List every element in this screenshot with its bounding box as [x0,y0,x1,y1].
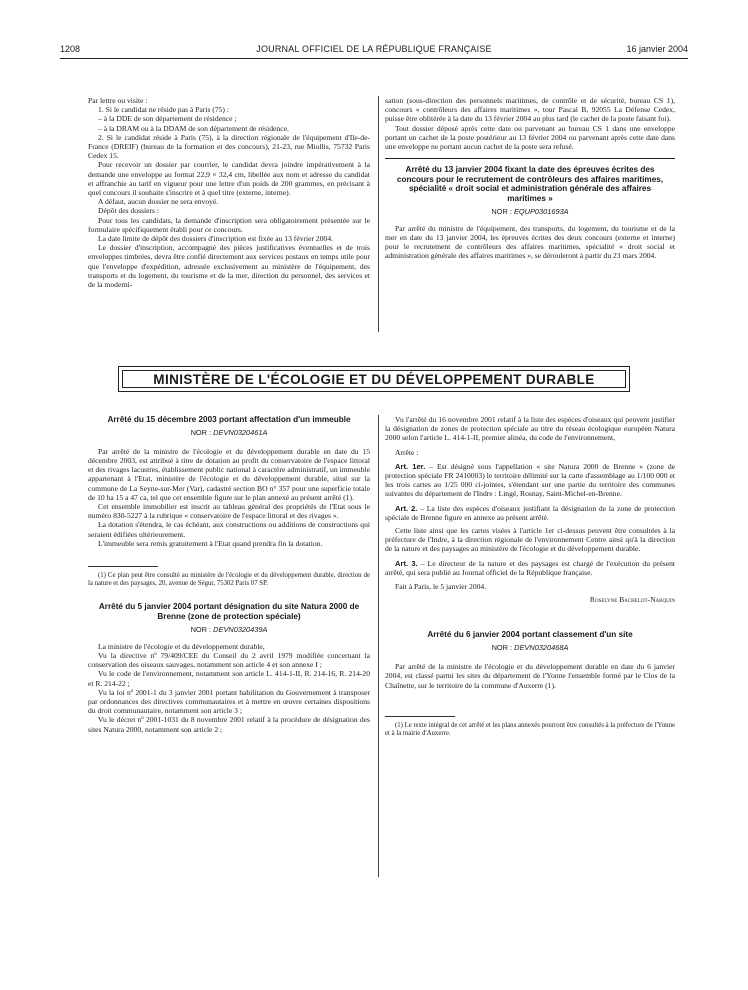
paragraph: Vu la directive nº 79/409/CEE du Conseil du 2 avril 1979 modifiée concernant la conservation des oiseaux sauvages, notamment son article 4 et son annexe I ; [88,651,370,670]
nor-code: EQUP0301693A [513,206,569,216]
top-left-column [88,96,370,289]
paragraph: sation (sous-direction des personnels maritimes, de contrôle et de sécurité, bureau CS 1), concours « contrôleurs des affaires maritimes », tour Pascal B, 92055 La Défense Cedex, puisse être oblitérée à la date du 13 février 2004 au plus tard (le cachet de la poste faisant foi). [385,96,675,124]
paragraph: Cet ensemble immobilier est inscrit au tableau général des propriétés de l'Etat sous le numéro 830-5227 à la rubrique « conservatoire de l'espace littoral et des rivages ». [88,502,370,521]
arrete-title-13-jan: Arrêté du 13 janvier 2004 fixant la date des épreuves écrites des concours pour le recrutement de contrôleurs des affaires maritimes, spécialité « droit social et administration générale des affaires maritimes » [396,165,664,203]
article-1 [385,462,675,499]
nor-line [88,625,370,634]
paragraph: Par arrêté du ministre de l'équipement, des transports, du logement, du tourisme et de la mer en date du 13 janvier 2004, les épreuves écrites des deux concours (externe et interne) pour le recrutement de contrôleurs des affaires maritimes, spécialité « droit social et administration générale des affaires maritimes », se dérouleront à partir du 23 mars 2004. [385,223,675,261]
paragraph: A défaut, aucun dossier ne sera envoyé. [98,197,219,207]
arrete-title-15-dec: Arrêté du 15 décembre 2003 portant affectation d'un immeuble [107,415,351,424]
paragraph: Pour tous les candidats, la demande d'inscription sera obligatoirement présentée sur le formulaire spécifiquement établi pour ce concours. [88,215,370,234]
paragraph: Le dossier d'inscription, accompagné des pièces justificatives éventuelles et de trois enveloppes timbrées, devra être confié directement aux services postaux en temps utile pour que l'enveloppe d'expédition, adressée exclusivement au ministère de l'équipement, des transports et du logement, du tourisme et de la mer, direction du personnel, des services et de la moderni- [88,243,370,290]
top-right-column [385,96,675,261]
article-2-continued: Cette liste ainsi que les cartes visées à l'article 1er ci-dessus peuvent être consultées à la préfecture de l'Indre, à la direction régionale de l'environnement Centre ainsi qu'à la direction de la nature et des paysages au ministère de l'écologie et du développement durable. [385,526,675,554]
paragraph: Par arrêté de la ministre de l'écologie et du développement durable en date du 15 décembre 2003, est attribué à titre de dotation au profit du conservatoire de l'espace littoral et des rivages lacustres, établissement public national à caractère administratif, un immeuble appartenant à l'Etat, ministère de l'écologie et du développement durable, situé sur la commune de La Seyne-sur-Mer (Var), cadastré section BO n° 357 pour une superficie totale de 10 ha 15 a 47 ca, tel que cet ensemble figure sur le plan annexé au présent arrêté (1). [88,446,370,502]
paragraph: La dotation s'étendra, le cas échéant, aux constructions ou additions de constructions qui seraient édifiées ultérieurement. [88,520,370,539]
paragraph: Vu l'arrêté du 16 novembre 2001 relatif à la liste des espèces d'oiseaux qui peuvent justifier la désignation de zones de protection spéciale au titre du réseau écologique européen Natura 2000 selon l'article L. 414-1-II, premier alinéa, du code de l'environnement, [385,415,675,443]
paragraph: 1. Si le candidat ne réside pas à Paris (75) : [98,105,229,115]
bottom-right-column [385,415,675,738]
nor-line [385,643,675,652]
paragraph: – à la DRAM ou à la DDAM de son département de résidence. [98,123,289,133]
paragraph: La date limite de dépôt des dossiers d'inscription est fixée au 13 février 2004. [98,234,334,244]
nor-label: NOR : [190,624,212,634]
paragraph: Pour recevoir un dossier par courrier, le candidat devra joindre impérativement à la demande une enveloppe au format 22,9 × 32,4 cm, libellée aux nom et adresse du candidat et affranchie au tarif en vigueur pour une lettre d'un poids de 200 grammes, en précisant à quel concours il souhaite s'inscrire et à quel titre (externe, interne). [88,160,370,198]
paragraph: Par arrêté de la ministre de l'écologie et du développement durable en date du 6 janvier 2004, est classé parmi les sites du département de l'Yonne l'ensemble formé par le Clos de la Chaînette, sur le territoire de la commune d'Auxerre (1). [385,662,675,690]
arrete-word: Arrête : [395,447,419,457]
article-3 [385,559,675,577]
page-header [60,44,688,59]
nor-label: NOR : [491,206,512,216]
article-2 [385,504,675,522]
column-divider [378,96,379,332]
paragraph: Vu la loi nº 2001-1 du 3 janvier 2001 portant habilitation du Gouvernement à transposer par ordonnances des directives communautaires et à mettre en œuvre certaines dispositions du droit communautaire, notamment son article 3 ; [88,687,370,716]
bottom-left-column [88,415,370,734]
nor-code: DEVN0320439A [213,624,268,634]
issue-date: 16 janvier 2004 [626,44,688,54]
paragraph: Vu le décret nº 2001-1031 du 8 novembre 2001 relatif à la procédure de désignation des sites Natura 2000, notamment son article 2 ; [88,715,370,734]
journal-title: JOURNAL OFFICIEL DE LA RÉPUBLIQUE FRANÇAISE [256,44,492,54]
page-number: 1208 [60,44,81,54]
paragraph: – à la DDE de son département de résidence ; [98,114,237,124]
footnote: (1) Le texte intégral de cet arrêté et les plans annexés pourront être consultés à la préfecture de l'Yonne et à la mairie d'Auxerre. [385,721,675,738]
ministry-banner-text: MINISTÈRE DE L'ÉCOLOGIE ET DU DÉVELOPPEMENT DURABLE [122,370,626,388]
arrete-title-6-jan: Arrêté du 6 janvier 2004 portant classement d'un site [427,630,633,640]
paragraph: Tout dossier déposé après cette date ou parvenant au bureau CS 1 dans une enveloppe portant un cachet de la poste postérieur au 13 février 2004 ou parvenant après cette date dans une enveloppe ne portant aucun cachet de la poste sera refusé. [385,123,675,152]
paragraph: La ministre de l'écologie et du développement durable, [98,641,265,651]
paragraph: Dépôt des dossiers : [98,206,159,216]
paragraph: Par lettre ou visite : [88,96,148,105]
nor-code: DEVN0320468A [514,643,569,653]
footnote-rule [88,566,158,567]
ministry-banner [118,366,630,392]
column-divider [378,415,379,877]
footnote-rule [385,716,455,717]
paragraph: 2. Si le candidat réside à Paris (75), à la direction régionale de l'équipement d'Ile-de-France (DREIF) (bureau de la formation et des concours), 21-23, rue Miollis, 75732 Paris Cedex 15. [88,132,370,161]
paragraph: Vu le code de l'environnement, notamment son article L. 414-1-II, R. 214-16, R. 214-20 et R. 214-22 ; [88,669,370,688]
nor-code: DEVN0320461A [213,427,268,437]
nor-label: NOR : [190,427,212,437]
paragraph: L'immeuble sera remis gratuitement à l'Etat quand prendra fin la dotation. [98,538,323,548]
nor-label: NOR : [491,643,513,653]
arrete-title-5-jan: Arrêté du 5 janvier 2004 portant désignation du site Natura 2000 de Brenne (zone de protection spéciale) [98,602,360,622]
article-label: Art. 2. [395,503,418,513]
nor-line [385,207,675,216]
article-label: Art. 1er. [395,461,426,471]
article-text: – Est désigné sous l'appellation « site Natura 2000 de Brenne » (zone de protection spéciale FR 2410003) le territoire délimité sur la carte d'assemblage au 1/100 000 et les trois cartes au 1/25 000 ci-jointes, s'étendant sur une partie du territoire des communes suivantes du département de l'Indre : Lingé, Rosnay, Saint-Michel-en-Brenne. [385,461,676,499]
nor-line [88,428,370,437]
article-label: Art. 3. [395,558,418,568]
signature: Roselyne Bachelot-Narquin [589,595,675,605]
article-text: – Le directeur de la nature et des paysages est chargé de l'exécution du présent arrêté, qui sera publié au Journal officiel de la République française. [385,558,675,577]
footnote: (1) Ce plan peut être consulté au ministère de l'écologie et du développement durable, direction de la nature et des paysages, 20, avenue de Ségur, 75302 Paris 07 SP. [88,572,370,588]
section-rule [385,158,675,159]
done-at: Fait à Paris, le 5 janvier 2004. [395,582,487,592]
article-text: – La liste des espèces d'oiseaux justifiant la désignation de la zone de protection spéciale de Brenne figure en annexe au présent arrêté. [385,503,675,522]
